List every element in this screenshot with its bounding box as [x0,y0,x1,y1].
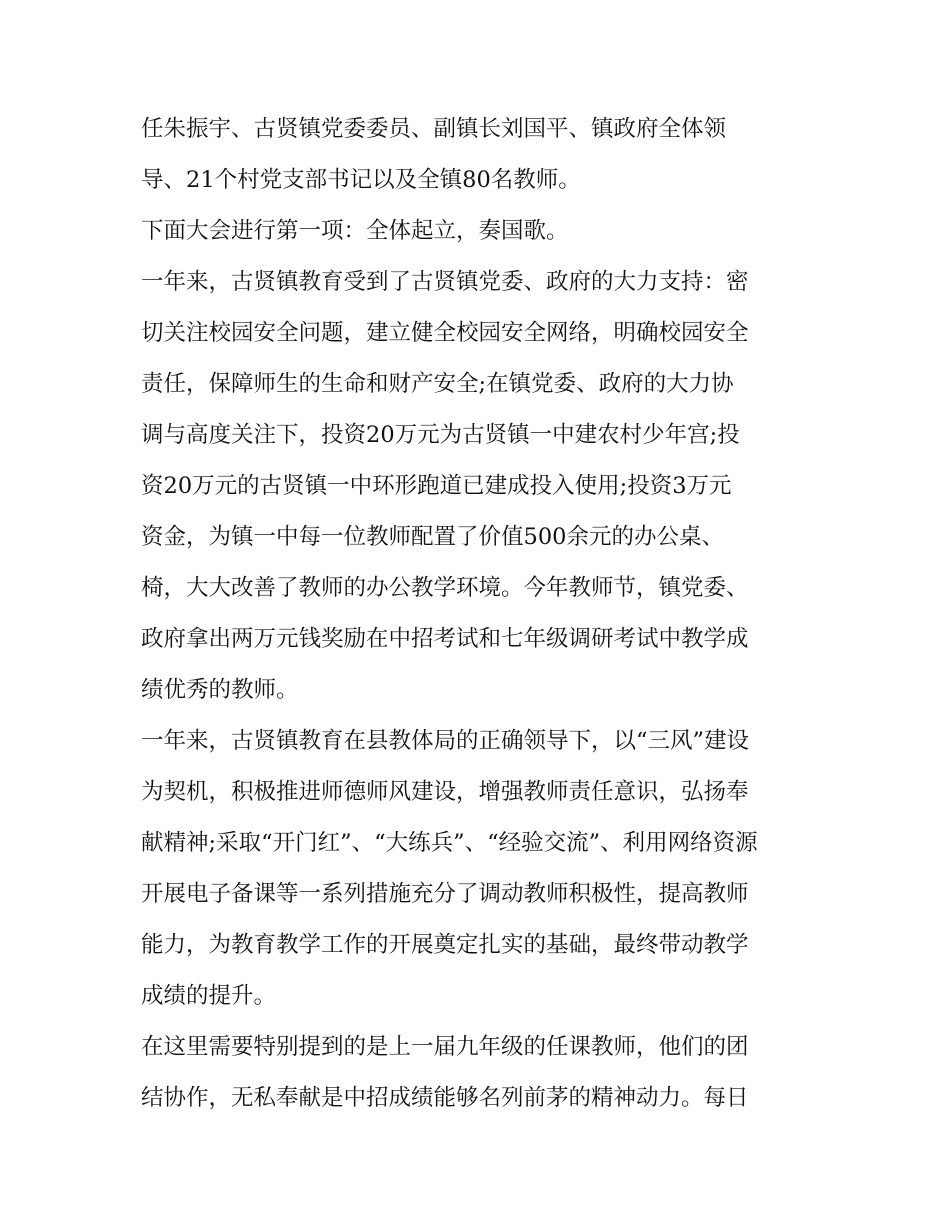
text-line-11: 政府拿出两万元钱奖励在中招考试和七年级调研考试中教学成 [141,626,749,652]
text-line-4: 一年来，古贤镇教育受到了古贤镇党委、政府的大力支持：密 [141,269,749,295]
text-line-13: 一年来，古贤镇教育在县教体局的正确领导下，以“三风”建设 [141,728,750,754]
text-line-19: 在这里需要特别提到的是上一届九年级的任课教师，他们的团 [141,1034,749,1060]
text-line-8: 资20万元的古贤镇一中环形跑道已建成投入使用;投资3万元 [141,473,732,499]
text-line-6: 责任，保障师生的生命和财产安全;在镇党委、政府的大力协 [141,371,734,397]
text-line-18: 成绩的提升。 [141,983,277,1009]
text-line-2: 导、21个村党支部书记以及全镇80名教师。 [141,167,581,193]
text-line-12: 绩优秀的教师。 [141,677,299,703]
text-line-20: 结协作，无私奉献是中招成绩能够名列前茅的精神动力。每日 [141,1085,749,1111]
text-line-17: 能力，为教育教学工作的开展奠定扎实的基础，最终带动教学 [141,932,749,958]
text-line-1: 任朱振宇、古贤镇党委委员、副镇长刘国平、镇政府全体领 [141,116,727,142]
text-line-9: 资金，为镇一中每一位教师配置了价值500余元的办公桌、 [141,524,724,550]
text-line-7: 调与高度关注下，投资20万元为古贤镇一中建农村少年宫;投 [141,422,740,448]
text-line-14: 为契机，积极推进师德师风建设，增强教师责任意识，弘扬奉 [141,779,749,805]
text-line-5: 切关注校园安全问题，建立健全校园安全网络，明确校园安全 [141,320,749,346]
text-line-10: 椅，大大改善了教师的办公教学环境。今年教师节，镇党委、 [141,575,749,601]
text-line-3: 下面大会进行第一项：全体起立，奏国歌。 [141,218,569,244]
text-line-15: 献精神;采取“开门红”、“大练兵”、“经验交流”、利用网络资源 [141,830,758,856]
text-line-16: 开展电子备课等一系列措施充分了调动教师积极性，提高教师 [141,881,749,907]
document-body [141,104,816,1124]
